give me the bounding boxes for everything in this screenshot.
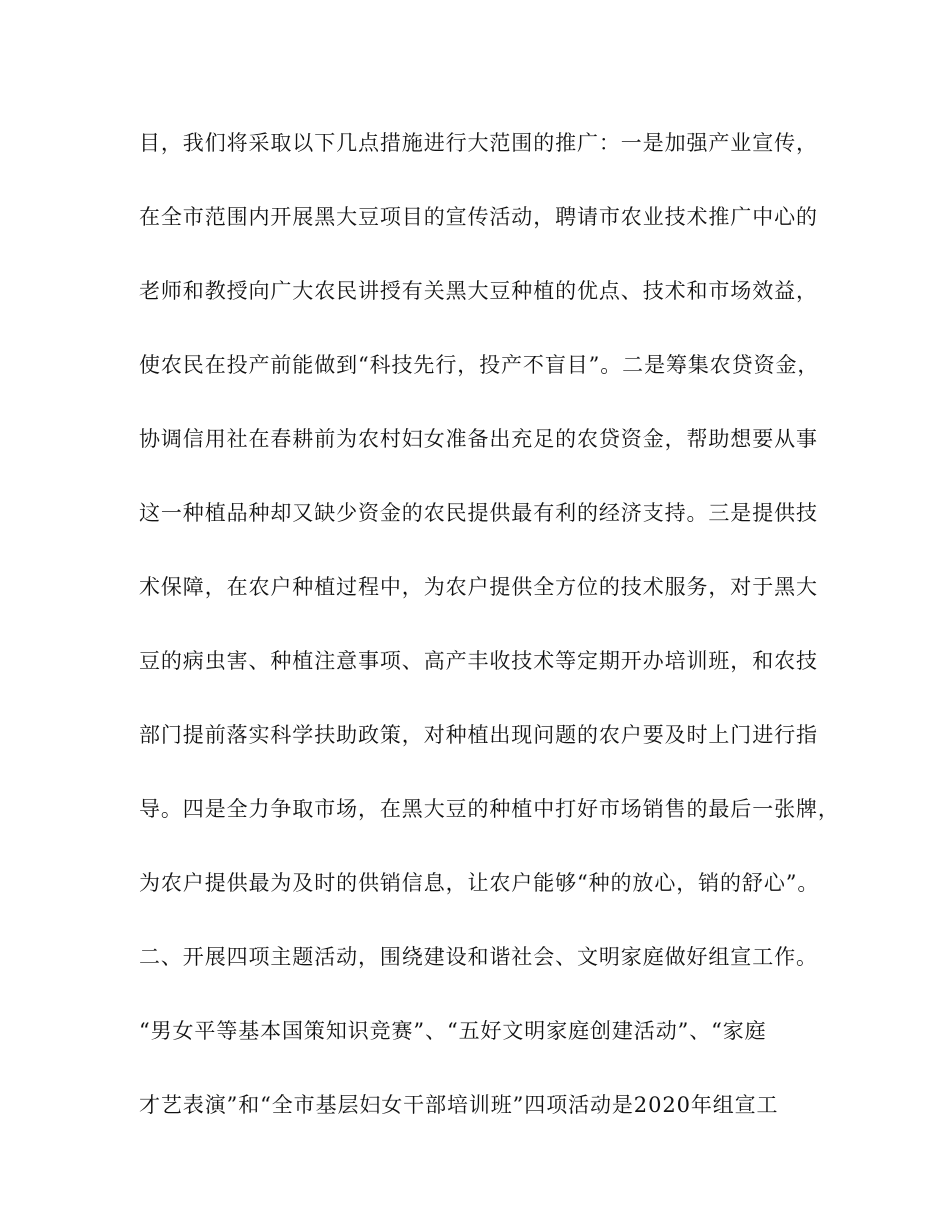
- text-line: 目，我们将采取以下几点措施进行大范围的推广：一是加强产业宣传，: [139, 131, 818, 155]
- text-line: 老师和教授向广大农民讲授有关黑大豆种植的优点、技术和市场效益，: [139, 279, 818, 303]
- text-line: 这一种植品种却又缺少资金的农民提供最有利的经济支持。三是提供技: [139, 501, 818, 525]
- text-line: 为农户提供最为及时的供销信息，让农户能够“种的放心，销的舒心”。: [139, 871, 820, 895]
- text-line: 使农民在投产前能做到“科技先行，投产不盲目”。二是筹集农贷资金，: [139, 353, 820, 377]
- text-line: 二、开展四项主题活动，围绕建设和谐社会、文明家庭做好组宣工作。: [139, 945, 818, 969]
- text-line: 在全市范围内开展黑大豆项目的宣传活动，聘请市农业技术推广中心的: [139, 205, 818, 229]
- text-line: 才艺表演”和“全市基层妇女干部培训班”四项活动是2020年组宣工: [139, 1093, 779, 1117]
- text-line: 术保障，在农户种植过程中，为农户提供全方位的技术服务，对于黑大: [139, 575, 818, 599]
- text-line: 协调信用社在春耕前为农村妇女准备出充足的农贷资金，帮助想要从事: [139, 427, 818, 451]
- text-line: “男女平等基本国策知识竞赛”、“五好文明家庭创建活动”、“家庭: [139, 1019, 767, 1043]
- text-line: 豆的病虫害、种植注意事项、高产丰收技术等定期开办培训班，和农技: [139, 649, 818, 673]
- text-line: 部门提前落实科学扶助政策，对种植出现问题的农户要及时上门进行指: [139, 723, 818, 747]
- text-line: 导。四是全力争取市场，在黑大豆的种植中打好市场销售的最后一张牌，: [139, 797, 840, 821]
